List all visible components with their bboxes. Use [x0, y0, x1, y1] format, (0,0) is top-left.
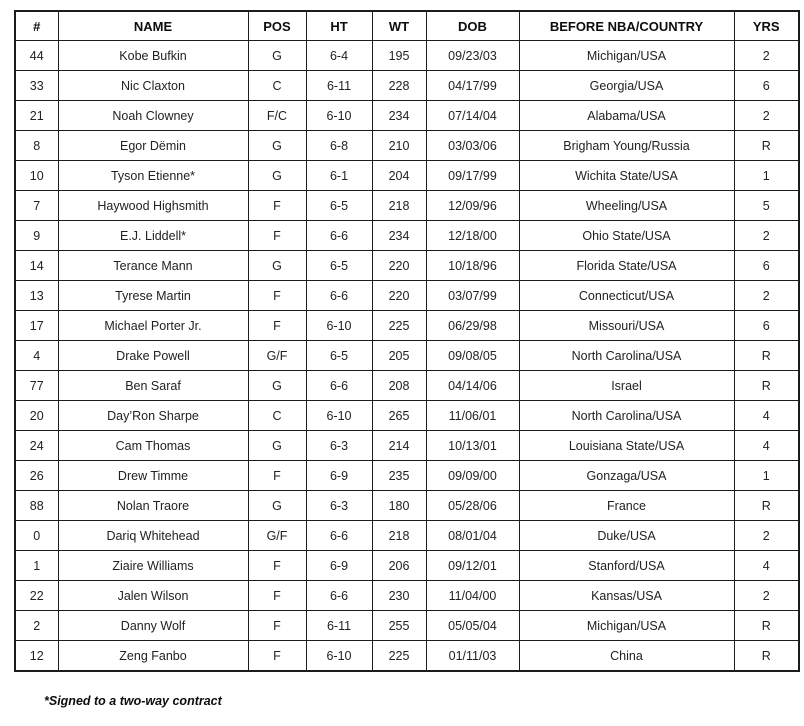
cell-ht: 6-9 — [306, 461, 372, 491]
roster-body — [15, 41, 799, 672]
cell-pos: F — [248, 311, 306, 341]
cell-wt: 230 — [372, 581, 426, 611]
cell-before: Brigham Young/Russia — [519, 131, 734, 161]
cell-before: Florida State/USA — [519, 251, 734, 281]
cell-name: Tyson Etienne* — [58, 161, 248, 191]
cell-pos: F — [248, 461, 306, 491]
cell-before: Ohio State/USA — [519, 221, 734, 251]
roster-table — [14, 10, 800, 672]
cell-pos: F — [248, 281, 306, 311]
cell-yrs: 4 — [734, 401, 799, 431]
table-row — [15, 371, 799, 401]
cell-name: Egor Dëmin — [58, 131, 248, 161]
cell-name: Haywood Highsmith — [58, 191, 248, 221]
table-row — [15, 191, 799, 221]
cell-pos: F/C — [248, 101, 306, 131]
cell-yrs: 2 — [734, 521, 799, 551]
cell-dob: 09/12/01 — [426, 551, 519, 581]
cell-yrs: 4 — [734, 431, 799, 461]
cell-number: 2 — [15, 611, 58, 641]
cell-pos: G — [248, 371, 306, 401]
table-row — [15, 251, 799, 281]
cell-number: 17 — [15, 311, 58, 341]
cell-dob: 10/18/96 — [426, 251, 519, 281]
cell-pos: C — [248, 401, 306, 431]
cell-yrs: R — [734, 641, 799, 672]
cell-ht: 6-5 — [306, 251, 372, 281]
cell-before: Michigan/USA — [519, 41, 734, 71]
cell-wt: 225 — [372, 641, 426, 672]
cell-yrs: 1 — [734, 161, 799, 191]
cell-ht: 6-3 — [306, 431, 372, 461]
cell-ht: 6-6 — [306, 521, 372, 551]
cell-dob: 12/18/00 — [426, 221, 519, 251]
cell-dob: 07/14/04 — [426, 101, 519, 131]
cell-before: North Carolina/USA — [519, 401, 734, 431]
footnote: *Signed to a two-way contract — [44, 694, 222, 708]
cell-wt: 180 — [372, 491, 426, 521]
cell-ht: 6-1 — [306, 161, 372, 191]
cell-ht: 6-6 — [306, 281, 372, 311]
cell-name: Dariq Whitehead — [58, 521, 248, 551]
cell-ht: 6-10 — [306, 401, 372, 431]
cell-ht: 6-10 — [306, 311, 372, 341]
cell-number: 9 — [15, 221, 58, 251]
cell-dob: 06/29/98 — [426, 311, 519, 341]
table-row — [15, 221, 799, 251]
cell-name: Tyrese Martin — [58, 281, 248, 311]
cell-yrs: 2 — [734, 581, 799, 611]
cell-yrs: 2 — [734, 41, 799, 71]
cell-ht: 6-3 — [306, 491, 372, 521]
cell-ht: 6-10 — [306, 641, 372, 672]
table-row — [15, 101, 799, 131]
cell-ht: 6-10 — [306, 101, 372, 131]
cell-pos: G — [248, 251, 306, 281]
cell-before: Connecticut/USA — [519, 281, 734, 311]
cell-before: Gonzaga/USA — [519, 461, 734, 491]
cell-dob: 04/14/06 — [426, 371, 519, 401]
header-yrs: YRS — [734, 11, 799, 41]
cell-wt: 234 — [372, 101, 426, 131]
cell-wt: 235 — [372, 461, 426, 491]
header-wt: WT — [372, 11, 426, 41]
cell-ht: 6-5 — [306, 341, 372, 371]
table-row — [15, 71, 799, 101]
cell-before: Alabama/USA — [519, 101, 734, 131]
cell-dob: 01/11/03 — [426, 641, 519, 672]
cell-number: 1 — [15, 551, 58, 581]
cell-pos: F — [248, 191, 306, 221]
cell-name: Danny Wolf — [58, 611, 248, 641]
table-row — [15, 281, 799, 311]
cell-dob: 03/03/06 — [426, 131, 519, 161]
cell-ht: 6-5 — [306, 191, 372, 221]
cell-pos: C — [248, 71, 306, 101]
cell-before: Wichita State/USA — [519, 161, 734, 191]
table-row — [15, 161, 799, 191]
cell-before: Louisiana State/USA — [519, 431, 734, 461]
table-row — [15, 581, 799, 611]
header-number: # — [15, 11, 58, 41]
table-row — [15, 551, 799, 581]
cell-number: 33 — [15, 71, 58, 101]
cell-before: Missouri/USA — [519, 311, 734, 341]
cell-yrs: R — [734, 491, 799, 521]
cell-wt: 210 — [372, 131, 426, 161]
cell-pos: G — [248, 41, 306, 71]
cell-pos: G — [248, 491, 306, 521]
table-row — [15, 131, 799, 161]
table-row — [15, 401, 799, 431]
cell-yrs: 6 — [734, 311, 799, 341]
cell-wt: 218 — [372, 521, 426, 551]
cell-name: Terance Mann — [58, 251, 248, 281]
cell-name: Drake Powell — [58, 341, 248, 371]
cell-wt: 208 — [372, 371, 426, 401]
cell-name: Day’Ron Sharpe — [58, 401, 248, 431]
table-row — [15, 521, 799, 551]
cell-before: Wheeling/USA — [519, 191, 734, 221]
header-pos: POS — [248, 11, 306, 41]
cell-number: 88 — [15, 491, 58, 521]
cell-yrs: 2 — [734, 101, 799, 131]
cell-before: Israel — [519, 371, 734, 401]
cell-name: Nolan Traore — [58, 491, 248, 521]
cell-number: 77 — [15, 371, 58, 401]
cell-number: 21 — [15, 101, 58, 131]
table-row — [15, 461, 799, 491]
cell-ht: 6-6 — [306, 371, 372, 401]
cell-number: 44 — [15, 41, 58, 71]
cell-yrs: 1 — [734, 461, 799, 491]
cell-number: 0 — [15, 521, 58, 551]
cell-number: 8 — [15, 131, 58, 161]
cell-dob: 03/07/99 — [426, 281, 519, 311]
cell-pos: F — [248, 641, 306, 672]
cell-dob: 09/17/99 — [426, 161, 519, 191]
cell-yrs: R — [734, 371, 799, 401]
header-row — [15, 11, 799, 41]
table-row — [15, 41, 799, 71]
cell-yrs: 4 — [734, 551, 799, 581]
cell-wt: 204 — [372, 161, 426, 191]
cell-pos: G/F — [248, 521, 306, 551]
cell-name: Cam Thomas — [58, 431, 248, 461]
cell-wt: 225 — [372, 311, 426, 341]
cell-dob: 11/04/00 — [426, 581, 519, 611]
cell-wt: 205 — [372, 341, 426, 371]
cell-before: Kansas/USA — [519, 581, 734, 611]
cell-name: Jalen Wilson — [58, 581, 248, 611]
cell-number: 12 — [15, 641, 58, 672]
cell-name: Michael Porter Jr. — [58, 311, 248, 341]
table-row — [15, 341, 799, 371]
cell-dob: 08/01/04 — [426, 521, 519, 551]
cell-name: Noah Clowney — [58, 101, 248, 131]
header-ht: HT — [306, 11, 372, 41]
cell-wt: 218 — [372, 191, 426, 221]
cell-dob: 09/08/05 — [426, 341, 519, 371]
cell-name: Drew Timme — [58, 461, 248, 491]
cell-wt: 206 — [372, 551, 426, 581]
cell-pos: F — [248, 581, 306, 611]
cell-ht: 6-6 — [306, 221, 372, 251]
cell-wt: 220 — [372, 251, 426, 281]
cell-yrs: R — [734, 611, 799, 641]
table-row — [15, 491, 799, 521]
cell-wt: 195 — [372, 41, 426, 71]
cell-number: 10 — [15, 161, 58, 191]
cell-dob: 09/09/00 — [426, 461, 519, 491]
cell-ht: 6-6 — [306, 581, 372, 611]
cell-pos: G — [248, 161, 306, 191]
cell-pos: F — [248, 221, 306, 251]
cell-yrs: R — [734, 341, 799, 371]
cell-pos: G — [248, 131, 306, 161]
header-dob: DOB — [426, 11, 519, 41]
cell-ht: 6-4 — [306, 41, 372, 71]
cell-dob: 05/28/06 — [426, 491, 519, 521]
cell-yrs: 5 — [734, 191, 799, 221]
cell-number: 20 — [15, 401, 58, 431]
cell-ht: 6-11 — [306, 611, 372, 641]
cell-dob: 11/06/01 — [426, 401, 519, 431]
header-name: NAME — [58, 11, 248, 41]
cell-number: 7 — [15, 191, 58, 221]
cell-yrs: R — [734, 131, 799, 161]
cell-name: Nic Claxton — [58, 71, 248, 101]
table-row — [15, 611, 799, 641]
cell-number: 14 — [15, 251, 58, 281]
cell-wt: 228 — [372, 71, 426, 101]
cell-before: France — [519, 491, 734, 521]
cell-number: 13 — [15, 281, 58, 311]
cell-number: 4 — [15, 341, 58, 371]
cell-name: Ziaire Williams — [58, 551, 248, 581]
cell-wt: 255 — [372, 611, 426, 641]
cell-ht: 6-8 — [306, 131, 372, 161]
table-row — [15, 641, 799, 672]
cell-ht: 6-9 — [306, 551, 372, 581]
cell-name: E.J. Liddell* — [58, 221, 248, 251]
cell-wt: 220 — [372, 281, 426, 311]
cell-number: 26 — [15, 461, 58, 491]
cell-before: China — [519, 641, 734, 672]
cell-dob: 04/17/99 — [426, 71, 519, 101]
cell-pos: G — [248, 431, 306, 461]
cell-yrs: 2 — [734, 281, 799, 311]
cell-ht: 6-11 — [306, 71, 372, 101]
cell-dob: 09/23/03 — [426, 41, 519, 71]
cell-before: North Carolina/USA — [519, 341, 734, 371]
header-before: BEFORE NBA/COUNTRY — [519, 11, 734, 41]
cell-yrs: 2 — [734, 221, 799, 251]
cell-name: Zeng Fanbo — [58, 641, 248, 672]
cell-before: Duke/USA — [519, 521, 734, 551]
cell-wt: 214 — [372, 431, 426, 461]
cell-name: Ben Saraf — [58, 371, 248, 401]
cell-dob: 12/09/96 — [426, 191, 519, 221]
cell-yrs: 6 — [734, 251, 799, 281]
cell-dob: 10/13/01 — [426, 431, 519, 461]
cell-before: Georgia/USA — [519, 71, 734, 101]
cell-wt: 265 — [372, 401, 426, 431]
cell-number: 22 — [15, 581, 58, 611]
cell-pos: F — [248, 551, 306, 581]
cell-dob: 05/05/04 — [426, 611, 519, 641]
cell-before: Michigan/USA — [519, 611, 734, 641]
cell-wt: 234 — [372, 221, 426, 251]
cell-name: Kobe Bufkin — [58, 41, 248, 71]
cell-pos: G/F — [248, 341, 306, 371]
table-row — [15, 431, 799, 461]
table-row — [15, 311, 799, 341]
cell-before: Stanford/USA — [519, 551, 734, 581]
cell-yrs: 6 — [734, 71, 799, 101]
cell-number: 24 — [15, 431, 58, 461]
cell-pos: F — [248, 611, 306, 641]
